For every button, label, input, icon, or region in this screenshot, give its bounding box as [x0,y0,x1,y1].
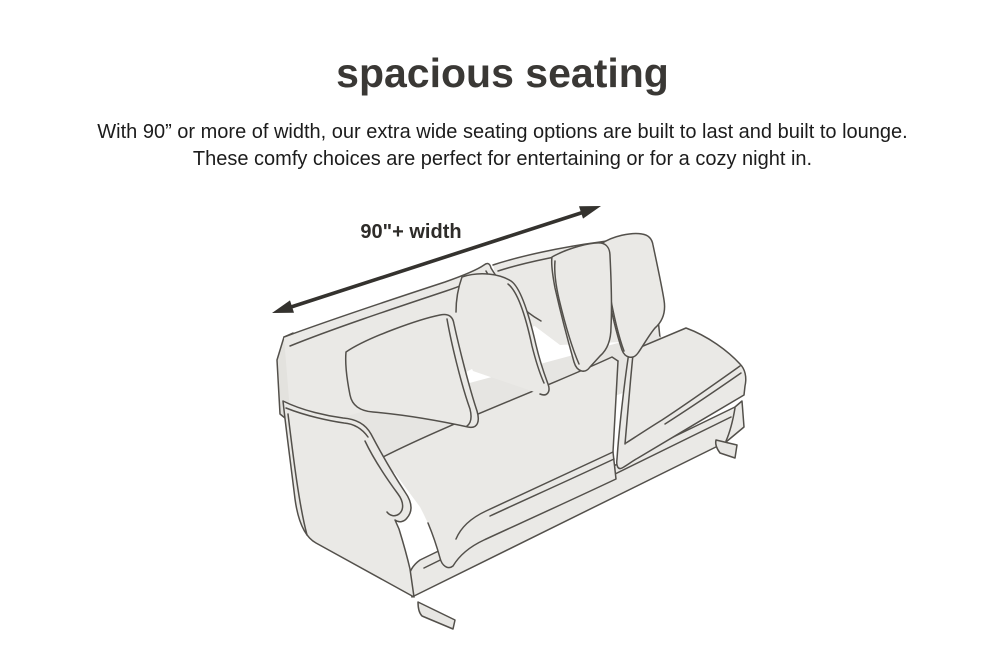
sofa-illustration [277,233,746,629]
description-line-2: These comfy choices are perfect for entertaining or for a cozy night in. [192,148,813,170]
description-line-1: With 90” or more of width, our extra wide seating options are built to last and built to lounge. [97,121,908,143]
sofa-foot-left [418,602,455,629]
width-arrow-head-right [579,206,601,219]
sofa-foot-right [716,440,737,458]
page-title: spacious seating [336,50,669,96]
width-dimension-label: 90"+ width [360,221,462,243]
width-arrow-head-left [272,300,294,313]
